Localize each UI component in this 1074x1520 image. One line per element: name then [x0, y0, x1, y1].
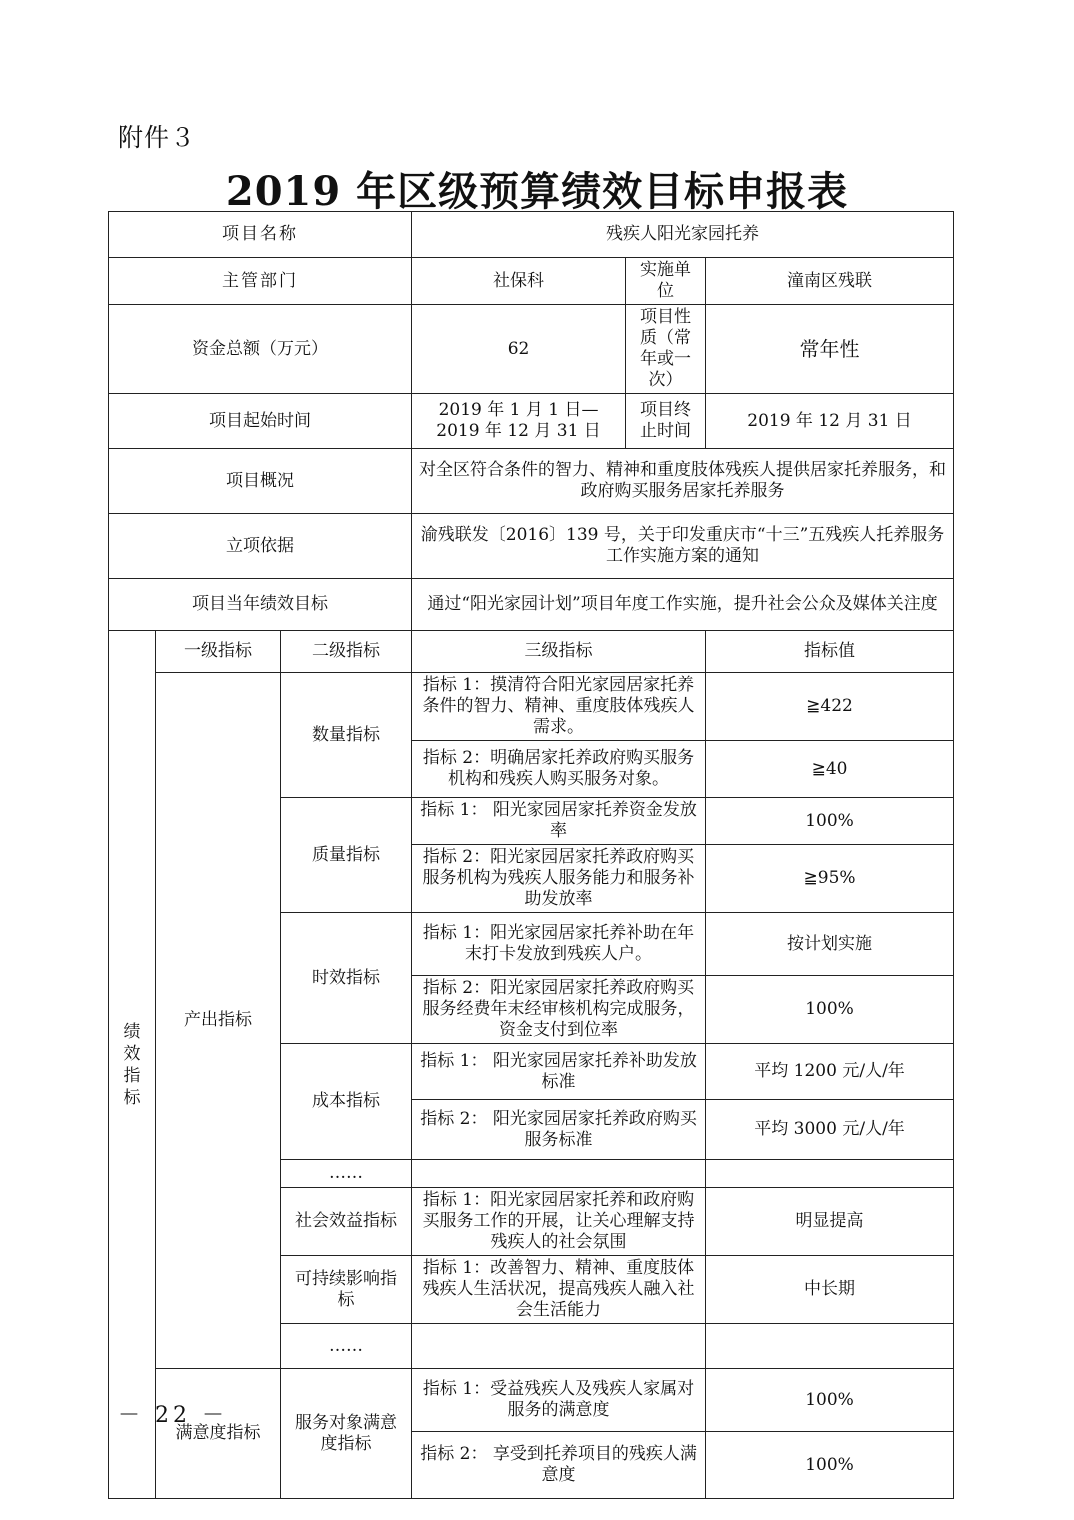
social-value-1: 明显提高	[706, 1188, 954, 1256]
service-indicator-1: 指标 1：受益残疾人及残疾人家属对服务的满意度	[412, 1369, 706, 1432]
quantity-indicator-2: 指标 2：明确居家托养政府购买服务机构和残疾人购买服务对象。	[412, 741, 706, 798]
quantity-label: 数量指标	[281, 673, 412, 798]
overview-label: 项目概况	[109, 449, 412, 514]
attachment-label: 附件３	[118, 123, 197, 152]
basis-value: 渝残联发〔2016〕139 号，关于印发重庆市“十三”五残疾人托养服务工作实施方案的通知	[412, 514, 954, 579]
table-row	[109, 1369, 954, 1432]
fund-value: 62	[412, 305, 626, 394]
cost-indicator-2: 指标 2： 阳光家园居家托养政府购买服务标准	[412, 1100, 706, 1160]
overview-value: 对全区符合条件的智力、精神和重度肢体残疾人提供居家托养服务，和政府购买服务居家托养服务	[412, 449, 954, 514]
satisfaction-label: 满意度指标	[156, 1369, 281, 1499]
service-label: 服务对象满意度指标	[281, 1369, 412, 1499]
header-value: 指标值	[706, 631, 954, 673]
dept-value: 社保科	[412, 258, 626, 305]
dept-label: 主管部门	[109, 258, 412, 305]
indicators-section-label: 绩效指标	[109, 631, 156, 1499]
start-label: 项目起始时间	[109, 394, 412, 449]
quality-indicator-1: 指标 1： 阳光家园居家托养资金发放率	[412, 798, 706, 845]
page-number: － 22 －	[118, 1403, 228, 1428]
header-level3: 三级指标	[412, 631, 706, 673]
ellipsis-2: ……	[281, 1324, 412, 1369]
quality-label: 质量指标	[281, 798, 412, 913]
cost-label: 成本指标	[281, 1044, 412, 1160]
ellipsis-1: ……	[281, 1160, 412, 1188]
sustain-label: 可持续影响指标	[281, 1256, 412, 1324]
budget-performance-table	[108, 211, 954, 1499]
header-level2: 二级指标	[281, 631, 412, 673]
header-level1: 一级指标	[156, 631, 281, 673]
row-goal	[109, 579, 954, 631]
quality-value-2: ≧95%	[706, 845, 954, 913]
service-indicator-2: 指标 2： 享受到托养项目的残疾人满意度	[412, 1432, 706, 1499]
social-indicator-1: 指标 1：阳光家园居家托养和政府购买服务工作的开展，让关心理解支持残疾人的社会氛围	[412, 1188, 706, 1256]
nature-label: 项目性质（常年或一次）	[626, 305, 706, 394]
nature-value: 常年性	[706, 305, 954, 394]
end-value: 2019 年 12 月 31 日	[706, 394, 954, 449]
row-department	[109, 258, 954, 305]
cost-value-2: 平均 3000 元/人/年	[706, 1100, 954, 1160]
row-dates	[109, 394, 954, 449]
timeliness-value-2: 100%	[706, 976, 954, 1044]
timeliness-label: 时效指标	[281, 913, 412, 1044]
timeliness-value-1: 按计划实施	[706, 913, 954, 976]
end-label: 项目终止时间	[626, 394, 706, 449]
goal-label: 项目当年绩效目标	[109, 579, 412, 631]
empty-cell	[706, 1324, 954, 1369]
row-funding	[109, 305, 954, 394]
sustain-indicator-1: 指标 1：改善智力、精神、重度肢体残疾人生活状况，提高残疾人融入社会生活能力	[412, 1256, 706, 1324]
service-value-1: 100%	[706, 1369, 954, 1432]
quality-value-1: 100%	[706, 798, 954, 845]
start-value: 2019 年 1 月 1 日—2019 年 12 月 31 日	[412, 394, 626, 449]
timeliness-indicator-2: 指标 2：阳光家园居家托养政府购买服务经费年末经审核机构完成服务，资金支付到位率	[412, 976, 706, 1044]
quantity-indicator-1: 指标 1：摸清符合阳光家园居家托养条件的智力、精神、重度肢体残疾人需求。	[412, 673, 706, 741]
social-label: 社会效益指标	[281, 1188, 412, 1256]
output-indicator-label: 产出指标	[156, 673, 281, 1369]
quantity-value-2: ≧40	[706, 741, 954, 798]
empty-cell	[412, 1324, 706, 1369]
impl-value: 潼南区残联	[706, 258, 954, 305]
cost-indicator-1: 指标 1： 阳光家园居家托养补助发放标准	[412, 1044, 706, 1100]
cost-value-1: 平均 1200 元/人/年	[706, 1044, 954, 1100]
empty-cell	[412, 1160, 706, 1188]
impl-label: 实施单位	[626, 258, 706, 305]
row-project-name	[109, 212, 954, 258]
empty-cell	[706, 1160, 954, 1188]
service-value-2: 100%	[706, 1432, 954, 1499]
fund-label: 资金总额（万元）	[109, 305, 412, 394]
table-row	[109, 673, 954, 741]
basis-label: 立项依据	[109, 514, 412, 579]
project-name-value: 残疾人阳光家园托养	[412, 212, 954, 258]
project-name-label: 项目名称	[109, 212, 412, 258]
quantity-value-1: ≧422	[706, 673, 954, 741]
row-indicator-headers	[109, 631, 954, 673]
quality-indicator-2: 指标 2：阳光家园居家托养政府购买服务机构为残疾人服务能力和服务补助发放率	[412, 845, 706, 913]
page-title: 2019 年区级预算绩效目标申报表	[225, 168, 849, 215]
row-overview	[109, 449, 954, 514]
sustain-value-1: 中长期	[706, 1256, 954, 1324]
row-basis	[109, 514, 954, 579]
timeliness-indicator-1: 指标 1：阳光家园居家托养补助在年末打卡发放到残疾人户。	[412, 913, 706, 976]
goal-value: 通过“阳光家园计划”项目年度工作实施，提升社会公众及媒体关注度	[412, 579, 954, 631]
